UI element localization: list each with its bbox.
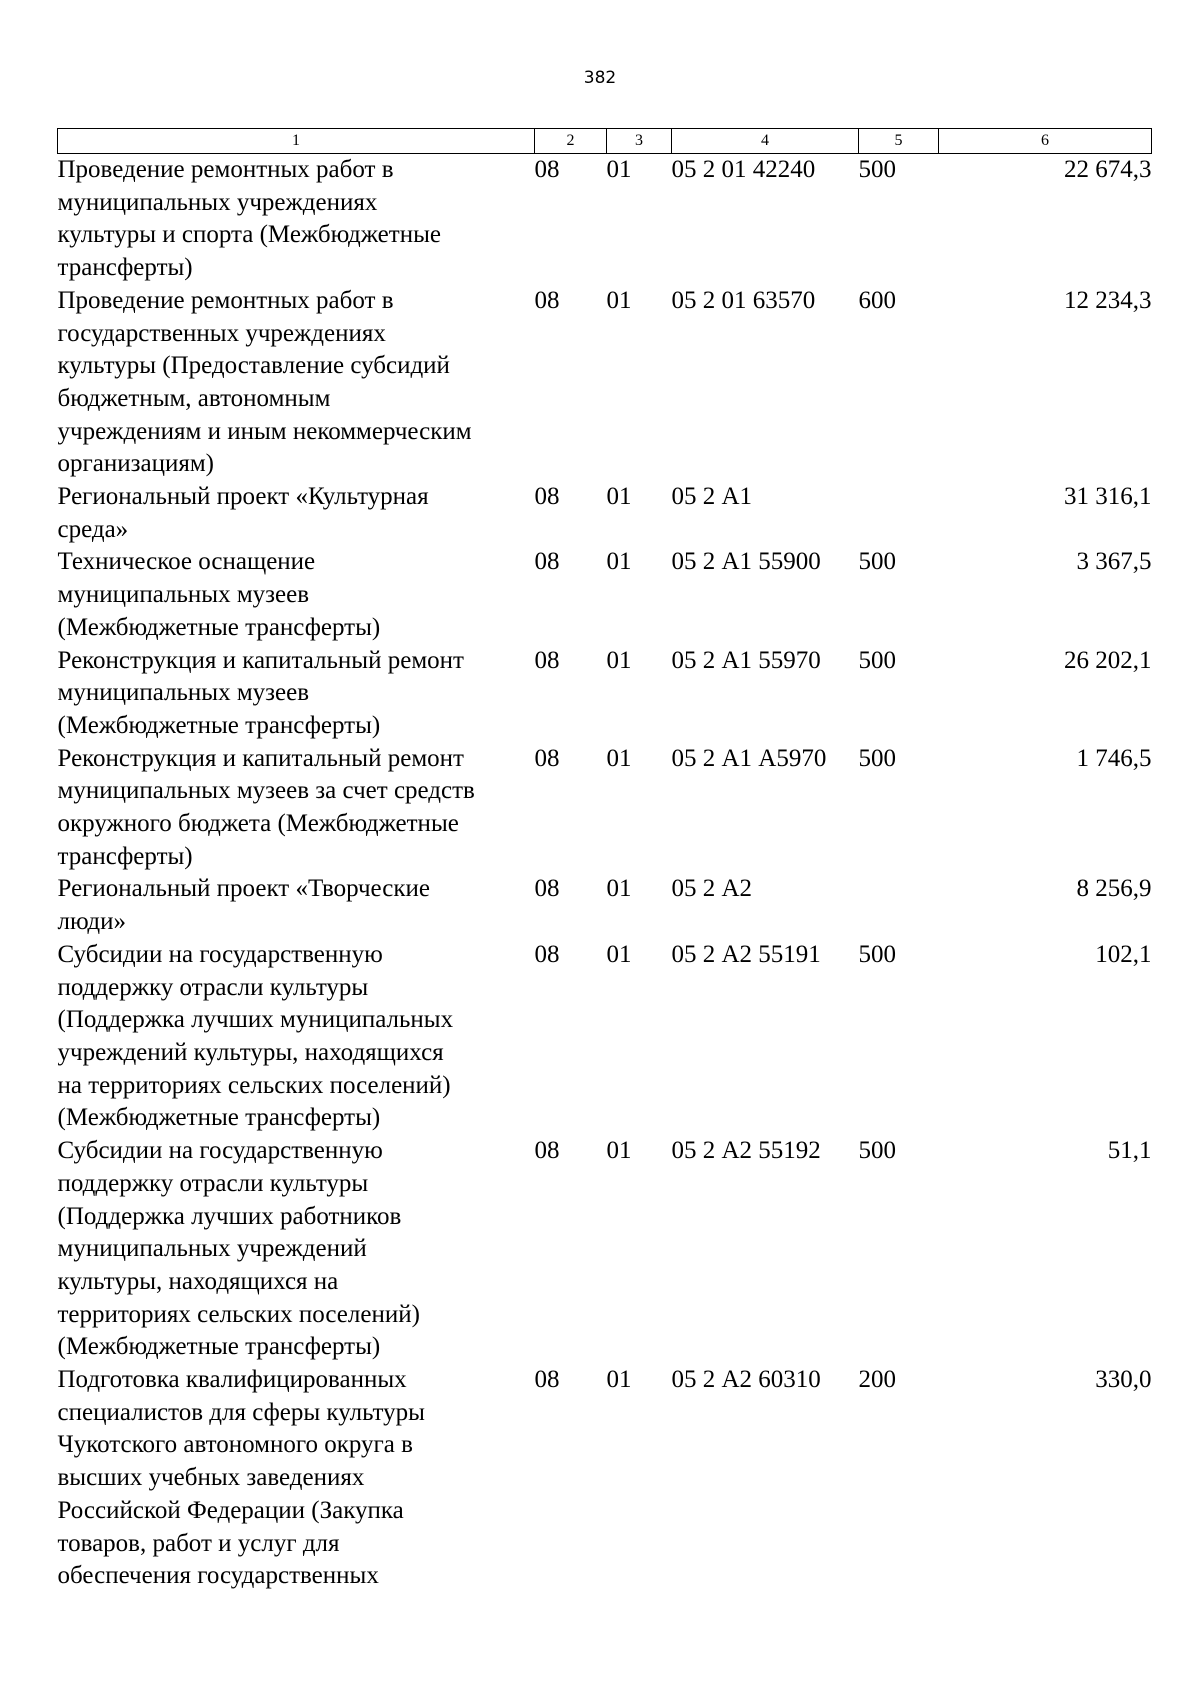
table-row	[58, 546, 1152, 644]
table-row	[58, 743, 1152, 874]
expense-name-line: культуры, находящихся на	[57, 1267, 339, 1295]
expense-name	[58, 873, 535, 938]
expense-name-line: товаров, работ и услуг для	[57, 1529, 340, 1557]
subsection-code: 01	[606, 286, 632, 314]
expense-name-line: Реконструкция и капитальный ремонт	[57, 744, 464, 772]
expense-name-line: Проведение ремонтных работ в	[57, 286, 394, 314]
expense-name-line: среда»	[57, 515, 129, 543]
section-code: 08	[534, 875, 560, 903]
expense-name-line: учреждениям и иным некоммерческим	[57, 417, 472, 445]
expense-name-line: государственных учреждениях	[57, 319, 386, 347]
expense-name	[58, 1364, 535, 1593]
expense-name-line: Реконструкция и капитальный ремонт	[57, 646, 464, 674]
expense-name-line: муниципальных учреждений	[57, 1235, 367, 1263]
expense-name-line: Чукотского автономного округа в	[57, 1431, 413, 1459]
target-article-code: 05 2 А1	[671, 483, 753, 511]
expense-name-line: трансферты)	[57, 254, 193, 282]
expense-type-code: 600	[858, 286, 896, 314]
expense-name-line: Субсидии на государственную	[57, 1137, 383, 1165]
expense-type-code: 500	[858, 548, 896, 576]
expense-type-code: 500	[858, 646, 896, 674]
expense-name-line: обеспечения государственных	[57, 1562, 379, 1590]
section-code: 08	[534, 940, 560, 968]
header-col-1: 1	[58, 129, 535, 154]
expense-name	[58, 645, 535, 743]
expense-name	[58, 546, 535, 644]
target-article-code: 05 2 01 63570	[671, 286, 816, 314]
header-col-5: 5	[859, 129, 939, 154]
amount: 26 202,1	[1064, 646, 1152, 674]
subsection-code: 01	[606, 483, 632, 511]
expense-name-line: Российской Федерации (Закупка	[57, 1496, 404, 1524]
expense-name-line: Субсидии на государственную	[57, 940, 383, 968]
expense-name-line: поддержку отрасли культуры	[57, 973, 369, 1001]
expense-name-line: поддержку отрасли культуры	[57, 1169, 369, 1197]
amount: 330,0	[1095, 1366, 1152, 1394]
amount: 22 674,3	[1064, 156, 1152, 183]
expense-type-code: 500	[858, 156, 896, 183]
target-article-code: 05 2 А2 55192	[671, 1137, 821, 1165]
amount: 102,1	[1095, 940, 1152, 968]
budget-table	[57, 128, 1152, 1593]
expense-name-line: на территориях сельских поселений)	[57, 1071, 451, 1099]
expense-name	[58, 285, 535, 481]
section-code: 08	[534, 156, 560, 183]
table-row	[58, 481, 1152, 546]
table-row	[58, 154, 1152, 285]
expense-name-line: Техническое оснащение	[57, 548, 316, 576]
table-row	[58, 1364, 1152, 1593]
section-code: 08	[534, 1366, 560, 1394]
expense-name-line: окружного бюджета (Межбюджетные	[57, 810, 459, 838]
expense-type-code	[859, 481, 939, 546]
amount: 12 234,3	[1064, 286, 1152, 314]
subsection-code: 01	[606, 646, 632, 674]
expense-name-line: территориях сельских поселений)	[57, 1300, 420, 1328]
expense-type-code: 500	[858, 744, 896, 772]
expense-name-line: (Межбюджетные трансферты)	[57, 711, 381, 739]
target-article-code: 05 2 01 42240	[671, 156, 816, 183]
amount: 31 316,1	[1064, 483, 1152, 511]
header-col-6: 6	[939, 129, 1152, 154]
section-code: 08	[534, 646, 560, 674]
expense-name-line: муниципальных музеев	[57, 679, 310, 707]
amount: 8 256,9	[1076, 875, 1152, 903]
expense-name	[58, 939, 535, 1135]
amount: 3 367,5	[1076, 548, 1152, 576]
expense-name-line: трансферты)	[57, 842, 193, 870]
target-article-code: 05 2 А1 55900	[671, 548, 821, 576]
amount: 51,1	[1107, 1137, 1152, 1165]
subsection-code: 01	[606, 1366, 632, 1394]
expense-name-line: учреждений культуры, находящихся	[57, 1038, 444, 1066]
expense-name-line: Проведение ремонтных работ в	[57, 156, 394, 183]
section-code: 08	[534, 286, 560, 314]
table-row	[58, 1135, 1152, 1364]
table-row	[58, 645, 1152, 743]
table-header	[58, 129, 1152, 154]
expense-name	[58, 1135, 535, 1364]
target-article-code: 05 2 А2	[671, 875, 753, 903]
expense-name-line: (Поддержка лучших муниципальных	[57, 1006, 454, 1034]
subsection-code: 01	[606, 548, 632, 576]
subsection-code: 01	[606, 1137, 632, 1165]
expense-name-line: муниципальных учреждениях	[57, 188, 378, 216]
target-article-code: 05 2 А1 55970	[671, 646, 821, 674]
expense-name-line: Подготовка квалифицированных	[57, 1366, 407, 1394]
expense-name-line: организациям)	[57, 450, 214, 478]
header-col-2: 2	[535, 129, 607, 154]
subsection-code: 01	[606, 156, 632, 183]
amount: 1 746,5	[1076, 744, 1152, 772]
expense-type-code: 500	[858, 940, 896, 968]
subsection-code: 01	[606, 940, 632, 968]
subsection-code: 01	[606, 875, 632, 903]
expense-name	[58, 481, 535, 546]
expense-name-line: (Межбюджетные трансферты)	[57, 1104, 381, 1132]
expense-type-code	[859, 873, 939, 938]
expense-name-line: люди»	[57, 908, 126, 936]
table-row	[58, 873, 1152, 938]
expense-type-code: 500	[858, 1137, 896, 1165]
table-body	[58, 154, 1152, 1593]
expense-name-line: бюджетным, автономным	[57, 384, 331, 412]
header-row	[58, 129, 1152, 154]
target-article-code: 05 2 А2 60310	[671, 1366, 821, 1394]
expense-name-line: высших учебных заведениях	[57, 1464, 365, 1492]
subsection-code: 01	[606, 744, 632, 772]
expense-name-line: Региональный проект «Культурная	[57, 483, 429, 511]
target-article-code: 05 2 А2 55191	[671, 940, 821, 968]
section-code: 08	[534, 483, 560, 511]
expense-name-line: (Межбюджетные трансферты)	[57, 1333, 381, 1361]
table-row	[58, 939, 1152, 1135]
expense-name-line: (Межбюджетные трансферты)	[57, 613, 381, 641]
section-code: 08	[534, 548, 560, 576]
expense-name	[58, 743, 535, 874]
expense-name-line: Региональный проект «Творческие	[57, 875, 430, 903]
expense-name-line: муниципальных музеев	[57, 581, 310, 609]
header-col-3: 3	[607, 129, 672, 154]
page-number: 382	[583, 68, 617, 88]
section-code: 08	[534, 744, 560, 772]
expense-name-line: культуры (Предоставление субсидий	[57, 352, 450, 380]
expense-name-line: муниципальных музеев за счет средств	[57, 777, 475, 805]
header-col-4: 4	[672, 129, 859, 154]
expense-name-line: (Поддержка лучших работников	[57, 1202, 402, 1230]
section-code: 08	[534, 1137, 560, 1165]
expense-name-line: культуры и спорта (Межбюджетные	[57, 221, 441, 249]
expense-type-code: 200	[858, 1366, 896, 1394]
expense-name	[58, 154, 535, 285]
target-article-code: 05 2 А1 А5970	[671, 744, 827, 772]
expense-name-line: специалистов для сферы культуры	[57, 1398, 425, 1426]
table-row	[58, 285, 1152, 481]
